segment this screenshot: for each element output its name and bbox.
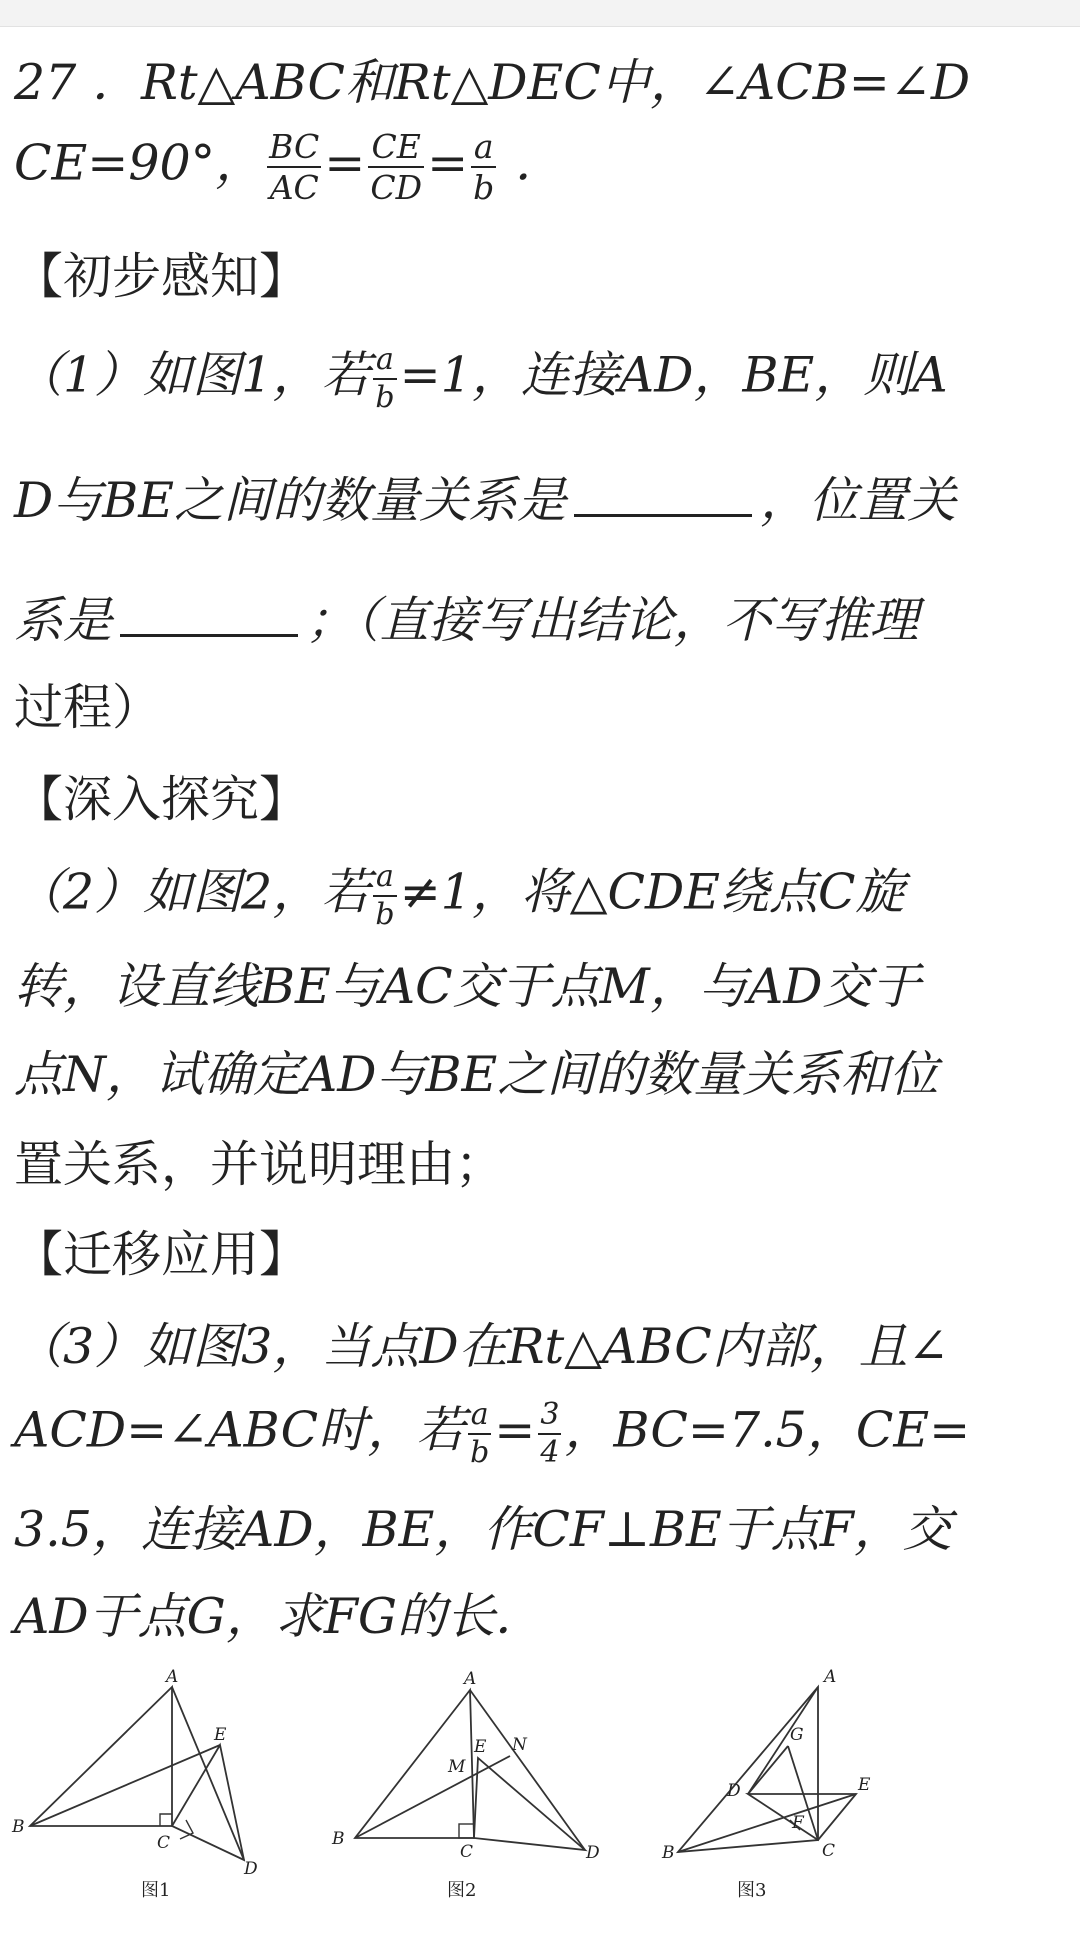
- fraction-bc-ac: $\frac{BC}{AC}$: [269, 127, 320, 207]
- fraction-3-4: $\frac{3}{4}$: [540, 1397, 560, 1470]
- fig3-label-A: A: [824, 1667, 837, 1687]
- figure-1: [30, 1687, 244, 1860]
- fig2-label-D: D: [586, 1843, 600, 1863]
- fig3-label-E: E: [858, 1775, 871, 1795]
- fig2-label-C: C: [460, 1842, 474, 1862]
- fig2-label-E: E: [474, 1737, 487, 1757]
- fraction-a-b: $\frac{a}{b}$: [473, 127, 495, 207]
- fig3-label-C: C: [822, 1841, 836, 1861]
- fraction-a-b: $\frac{a}{b}$: [375, 859, 395, 932]
- section-heading-apply: 【迁移应用】: [14, 1226, 309, 1283]
- q2-line-4: 置关系，并说明理由；: [14, 1136, 505, 1193]
- fig2-caption: 图2: [447, 1880, 477, 1900]
- fraction-ce-cd: $\frac{CE}{CD}$: [370, 127, 423, 207]
- fig1-label-D: D: [244, 1859, 258, 1879]
- q1-line-4: 过程）: [14, 679, 162, 736]
- fig1-label-A: A: [166, 1667, 179, 1687]
- fraction-a-b: $\frac{a}{b}$: [470, 1397, 490, 1470]
- top-bar: [0, 0, 1080, 27]
- section-heading-explore: 【深入探究】: [14, 771, 309, 828]
- fig2-label-N: N: [512, 1735, 527, 1755]
- fig3-label-B: B: [662, 1843, 675, 1863]
- fig1-label-E: E: [214, 1725, 227, 1745]
- figure-2: [355, 1690, 585, 1850]
- fig2-label-M: M: [448, 1757, 466, 1777]
- q1-line-3: 系是 ；（直接写出结论，不写推理: [14, 592, 919, 649]
- figures-svg: [0, 1660, 1080, 1900]
- q3-line-1: （3）如图3，当点D在Rt△ABC内部，且∠: [14, 1318, 949, 1375]
- fig1-label-B: B: [12, 1817, 25, 1837]
- q1-line-2: D与BE之间的数量关系是 ，位置关: [14, 472, 957, 529]
- q1-line-1: （1）如图1，若 $\frac{a}{b}$ =1，连接AD，BE，则A: [14, 342, 948, 415]
- q2-line-3: 点N，试确定AD与BE之间的数量关系和位: [14, 1046, 939, 1103]
- fig3-caption: 图3: [737, 1880, 767, 1900]
- section-heading-initial: 【初步感知】: [14, 248, 309, 305]
- figure-3: [678, 1687, 856, 1852]
- answer-blank-quantity[interactable]: [574, 514, 752, 517]
- problem-line-1: 27 ．Rt△ABC和Rt△DEC中，∠ACB=∠D: [14, 54, 971, 111]
- q3-line-3: 3.5，连接AD，BE，作CF⊥BE于点F，交: [14, 1501, 952, 1558]
- fig3-label-G: G: [790, 1725, 804, 1745]
- q2-line-2: 转，设直线BE与AC交于点M，与AD交于: [14, 958, 921, 1015]
- fraction-a-b: $\frac{a}{b}$: [375, 342, 395, 415]
- fig3-label-D: D: [727, 1781, 741, 1801]
- fig2-label-A: A: [464, 1669, 477, 1689]
- fig1-caption: 图1: [141, 1880, 171, 1900]
- fig2-label-B: B: [332, 1829, 345, 1849]
- problem-number: 27: [14, 54, 77, 111]
- q2-line-1: （2）如图2，若 $\frac{a}{b}$ ≠1，将△CDE绕点C旋: [14, 859, 905, 932]
- figures-row: [0, 1660, 1080, 1900]
- q3-line-4: AD于点G，求FG的长．: [14, 1588, 544, 1645]
- q3-line-2: ACD=∠ABC时，若 $\frac{a}{b}$ = $\frac{3}{4}$ ，BC=7.5，CE=: [14, 1397, 971, 1470]
- fig3-label-F: F: [792, 1813, 804, 1833]
- answer-blank-position[interactable]: [120, 634, 298, 637]
- problem-line-2: CE=90°， $\frac{BC}{AC}$ = $\frac{CE}{CD}$ = $\frac{a}{b}$ ．: [14, 127, 564, 207]
- fig1-label-C: C: [157, 1833, 171, 1853]
